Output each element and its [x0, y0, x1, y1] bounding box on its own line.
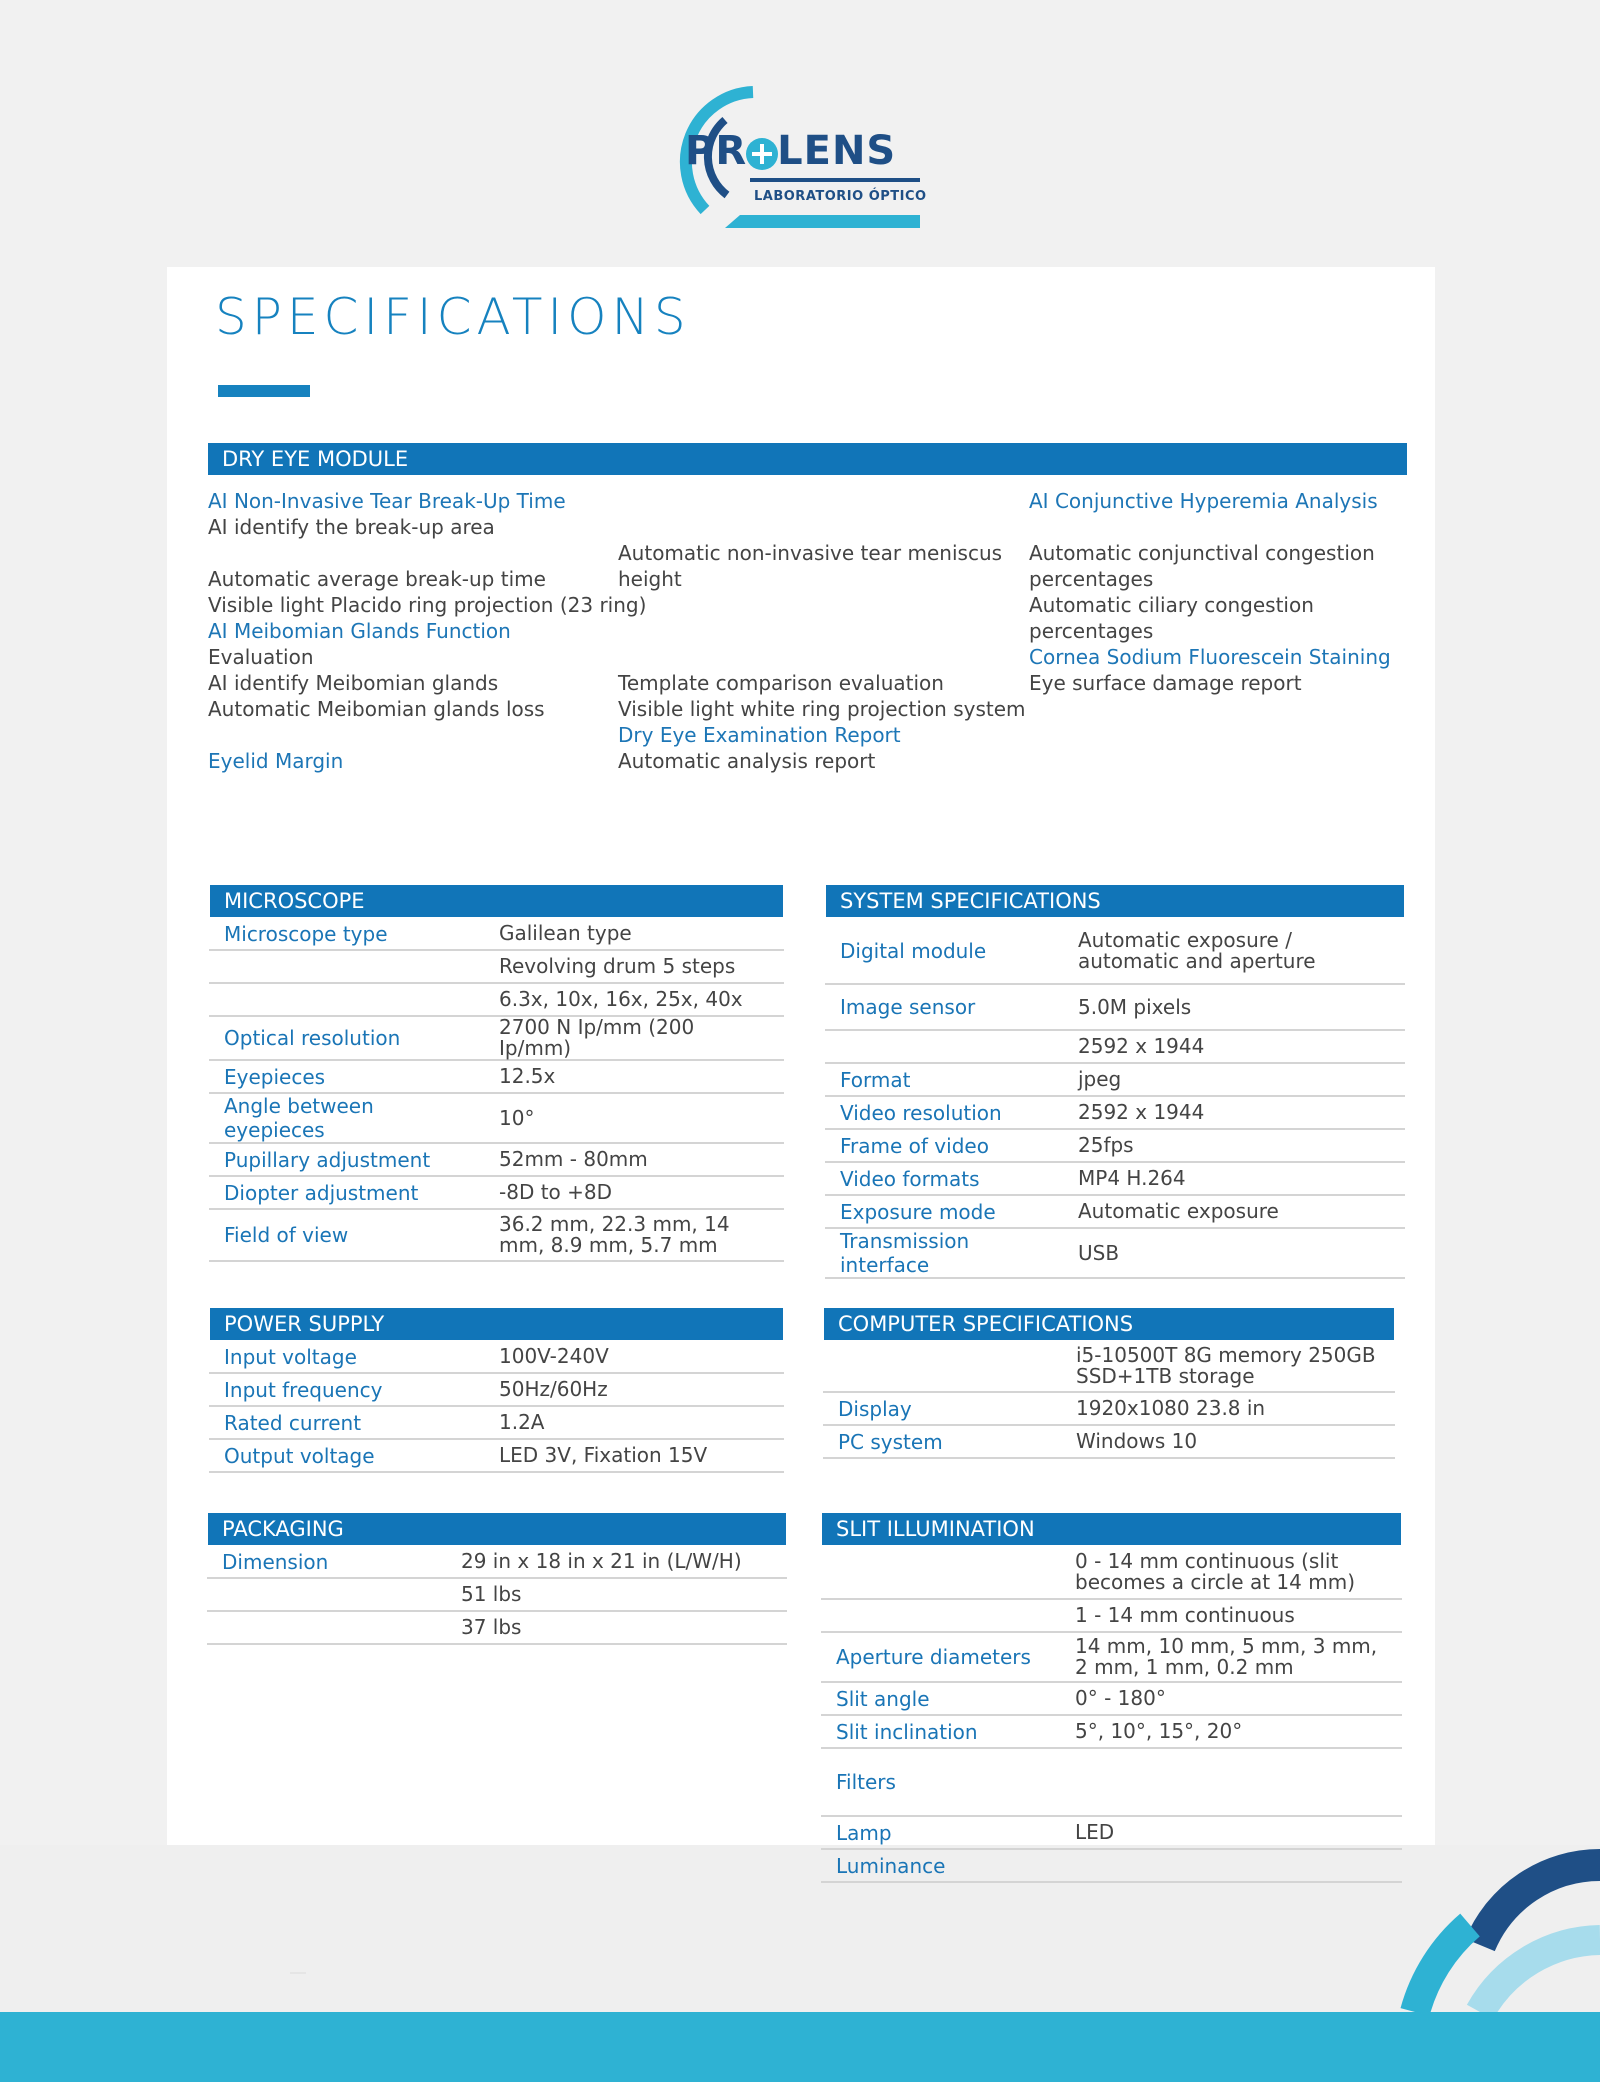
- spec-row: [209, 1209, 784, 1261]
- spec-label: [821, 1546, 1060, 1599]
- feature-line: Visible light white ring projection system: [618, 697, 1026, 721]
- dry-eye-column-1: [208, 488, 647, 774]
- page-title: SPECIFICATIONS: [215, 288, 691, 346]
- feature-line: percentages: [1029, 567, 1154, 591]
- spec-label: Filters: [821, 1748, 1060, 1816]
- spec-value: [1060, 1748, 1402, 1816]
- spec-value: 5.0M pixels: [1063, 984, 1405, 1030]
- spec-value: LED 3V, Fixation 15V: [484, 1439, 784, 1472]
- spec-value: 2592 x 1944: [1063, 1030, 1405, 1063]
- spec-row: [209, 1143, 784, 1176]
- computer-heading: COMPUTER SPECIFICATIONS: [824, 1308, 1394, 1340]
- feature-heading: AI Conjunctive Hyperemia Analysis: [1029, 489, 1378, 513]
- spec-row: [821, 1715, 1402, 1748]
- spec-row: [825, 1063, 1405, 1096]
- spec-value: 10°: [484, 1093, 784, 1143]
- spec-row: [825, 918, 1405, 984]
- spec-label: Transmission interface: [825, 1228, 1063, 1278]
- spec-value: 12.5x: [484, 1060, 784, 1093]
- spec-value: 6.3x, 10x, 16x, 25x, 40x: [484, 983, 784, 1016]
- spec-value: 14 mm, 10 mm, 5 mm, 3 mm, 2 mm, 1 mm, 0.2 mm: [1060, 1632, 1402, 1682]
- spec-value: 1920x1080 23.8 in: [1061, 1392, 1395, 1425]
- spec-row: [821, 1816, 1402, 1849]
- spec-label: Slit inclination: [821, 1715, 1060, 1748]
- spec-label: Input voltage: [209, 1341, 484, 1373]
- spec-row: [209, 1060, 784, 1093]
- spec-label: [825, 1030, 1063, 1063]
- spec-value: 51 lbs: [446, 1578, 787, 1611]
- spec-label: Exposure mode: [825, 1195, 1063, 1228]
- spec-row: [209, 1406, 784, 1439]
- feature-line: [618, 592, 1018, 618]
- spec-row: [825, 984, 1405, 1030]
- spec-row: [821, 1682, 1402, 1715]
- spec-label: [207, 1578, 446, 1611]
- feature-line: Automatic conjunctival congestion: [1029, 541, 1375, 565]
- feature-heading: Dry Eye Examination Report: [618, 723, 901, 747]
- spec-value: Automatic exposure / automatic and aperture: [1063, 918, 1405, 984]
- title-underline: [218, 385, 310, 397]
- spec-value: [1060, 1849, 1402, 1882]
- feature-line: Automatic average break-up time: [208, 567, 546, 591]
- slit-table: [821, 1546, 1402, 1883]
- computer-table: [823, 1341, 1395, 1459]
- feature-heading: AI Meibomian Glands Function: [208, 619, 511, 643]
- spec-row: [207, 1611, 787, 1644]
- spec-row: [209, 1341, 784, 1373]
- spec-value: i5-10500T 8G memory 250GB SSD+1TB storage: [1061, 1341, 1395, 1392]
- spec-value: 1 - 14 mm continuous: [1060, 1599, 1402, 1632]
- system-table: [825, 918, 1405, 1279]
- spec-label: Pupillary adjustment: [209, 1143, 484, 1176]
- spec-label: Video resolution: [825, 1096, 1063, 1129]
- spec-row: [825, 1162, 1405, 1195]
- dry-eye-column-3: [1029, 488, 1409, 696]
- spec-row: [821, 1849, 1402, 1882]
- spec-value: jpeg: [1063, 1063, 1405, 1096]
- spec-label: Dimension: [207, 1546, 446, 1578]
- spec-value: 25fps: [1063, 1129, 1405, 1162]
- footer-band: [0, 2012, 1600, 2082]
- corner-arcs-icon: [1390, 1845, 1600, 2012]
- logo-subtitle: LABORATORIO ÓPTICO: [754, 189, 927, 204]
- spec-row: [209, 1373, 784, 1406]
- spec-value: 52mm - 80mm: [484, 1143, 784, 1176]
- spec-value: MP4 H.264: [1063, 1162, 1405, 1195]
- spec-label: Eyepieces: [209, 1060, 484, 1093]
- spec-row: [825, 1096, 1405, 1129]
- spec-row: [207, 1578, 787, 1611]
- dry-eye-heading: DRY EYE MODULE: [208, 443, 1407, 475]
- spec-label: Video formats: [825, 1162, 1063, 1195]
- spec-label: Angle between eyepieces: [209, 1093, 484, 1143]
- spec-value: Galilean type: [484, 918, 784, 950]
- spec-value: 1.2A: [484, 1406, 784, 1439]
- brand-logo: [665, 70, 945, 240]
- spec-label: Frame of video: [825, 1129, 1063, 1162]
- spec-label: Luminance: [821, 1849, 1060, 1882]
- spec-value: Automatic exposure: [1063, 1195, 1405, 1228]
- spec-value: 0 - 14 mm continuous (slit becomes a circle at 14 mm): [1060, 1546, 1402, 1599]
- spec-value: 2700 N Ip/mm (200 Ip/mm): [484, 1016, 784, 1060]
- spec-row: [823, 1341, 1395, 1392]
- spec-value: Windows 10: [1061, 1425, 1395, 1458]
- spec-row: [825, 1030, 1405, 1063]
- spec-value: Revolving drum 5 steps: [484, 950, 784, 983]
- spec-label: Microscope type: [209, 918, 484, 950]
- feature-heading: AI Non-Invasive Tear Break-Up Time: [208, 489, 566, 513]
- feature-line: [618, 618, 1018, 644]
- spec-row: [821, 1632, 1402, 1682]
- logo-word-right: LENS: [777, 128, 897, 174]
- spec-value: USB: [1063, 1228, 1405, 1278]
- slit-heading: SLIT ILLUMINATION: [822, 1513, 1401, 1545]
- spec-label: Rated current: [209, 1406, 484, 1439]
- logo-word-left: PR: [685, 128, 748, 174]
- spec-label: Lamp: [821, 1816, 1060, 1849]
- spec-label: Input frequency: [209, 1373, 484, 1406]
- spec-row: [207, 1546, 787, 1578]
- spec-row: [209, 983, 784, 1016]
- spec-label: Format: [825, 1063, 1063, 1096]
- spec-row: [821, 1546, 1402, 1599]
- packaging-table: [207, 1546, 787, 1645]
- spec-label: Aperture diameters: [821, 1632, 1060, 1682]
- microscope-table: [209, 918, 784, 1262]
- spec-value: 0° - 180°: [1060, 1682, 1402, 1715]
- feature-line: Template comparison evaluation: [618, 671, 944, 695]
- power-table: [209, 1341, 784, 1473]
- feature-line: percentages: [1029, 619, 1154, 643]
- feature-line: Automatic ciliary congestion: [1029, 593, 1314, 617]
- power-heading: POWER SUPPLY: [210, 1308, 783, 1340]
- spec-label: Image sensor: [825, 984, 1063, 1030]
- feature-line: [618, 644, 1018, 670]
- spec-value: 36.2 mm, 22.3 mm, 14 mm, 8.9 mm, 5.7 mm: [484, 1209, 784, 1261]
- spec-label: [207, 1611, 446, 1644]
- feature-line: [1029, 514, 1409, 540]
- feature-line: AI identify Meibomian glands: [208, 671, 499, 695]
- spec-row: [825, 1129, 1405, 1162]
- spec-label: Field of view: [209, 1209, 484, 1261]
- feature-line: AI identify the break-up area: [208, 515, 495, 539]
- feature-line: Automatic Meibomian glands loss: [208, 697, 545, 721]
- dry-eye-column-2: [618, 488, 1026, 774]
- feature-heading: Eyelid Margin: [208, 749, 344, 773]
- spec-value: 50Hz/60Hz: [484, 1373, 784, 1406]
- spec-row: [823, 1392, 1395, 1425]
- feature-line: Evaluation: [208, 645, 314, 669]
- spec-value: 2592 x 1944: [1063, 1096, 1405, 1129]
- spec-label: PC system: [823, 1425, 1061, 1458]
- spec-row: [209, 1176, 784, 1209]
- spec-value: 29 in x 18 in x 21 in (L/W/H): [446, 1546, 787, 1578]
- spec-value: -8D to +8D: [484, 1176, 784, 1209]
- feature-line: Automatic analysis report: [618, 749, 876, 773]
- spec-label: [821, 1599, 1060, 1632]
- spec-row: [209, 1439, 784, 1472]
- spec-label: Optical resolution: [209, 1016, 484, 1060]
- feature-line: [618, 514, 1018, 540]
- feature-line: [208, 722, 608, 748]
- feature-line: Automatic non-invasive tear meniscus: [618, 541, 1003, 565]
- feature-line: [208, 540, 608, 566]
- spec-label: Slit angle: [821, 1682, 1060, 1715]
- spec-row: [209, 1016, 784, 1060]
- feature-heading: Cornea Sodium Fluorescein Staining: [1029, 645, 1391, 669]
- spec-value: LED: [1060, 1816, 1402, 1849]
- spec-value: 37 lbs: [446, 1611, 787, 1644]
- spec-row: [825, 1228, 1405, 1278]
- feature-line: height: [618, 567, 682, 591]
- spec-label: [823, 1341, 1061, 1392]
- spec-label: Display: [823, 1392, 1061, 1425]
- microscope-heading: MICROSCOPE: [210, 885, 783, 917]
- system-heading: SYSTEM SPECIFICATIONS: [826, 885, 1404, 917]
- spec-label: Diopter adjustment: [209, 1176, 484, 1209]
- spec-row: [209, 1093, 784, 1143]
- spec-row: [209, 950, 784, 983]
- spec-label: Digital module: [825, 918, 1063, 984]
- spec-row: [825, 1195, 1405, 1228]
- spec-row: [821, 1599, 1402, 1632]
- spec-value: 100V-240V: [484, 1341, 784, 1373]
- spec-value: 5°, 10°, 15°, 20°: [1060, 1715, 1402, 1748]
- spec-label: Output voltage: [209, 1439, 484, 1472]
- packaging-heading: PACKAGING: [208, 1513, 786, 1545]
- spec-label: [209, 983, 484, 1016]
- spec-row: [821, 1748, 1402, 1816]
- spec-row: [209, 918, 784, 950]
- logo-wordmark: [685, 128, 896, 174]
- spec-label: [209, 950, 484, 983]
- feature-line: [618, 488, 1018, 514]
- spec-row: [823, 1425, 1395, 1458]
- decorative-mark: [290, 1972, 306, 1974]
- feature-line: Visible light Placido ring projection (23 ring): [208, 593, 647, 617]
- feature-line: Eye surface damage report: [1029, 671, 1302, 695]
